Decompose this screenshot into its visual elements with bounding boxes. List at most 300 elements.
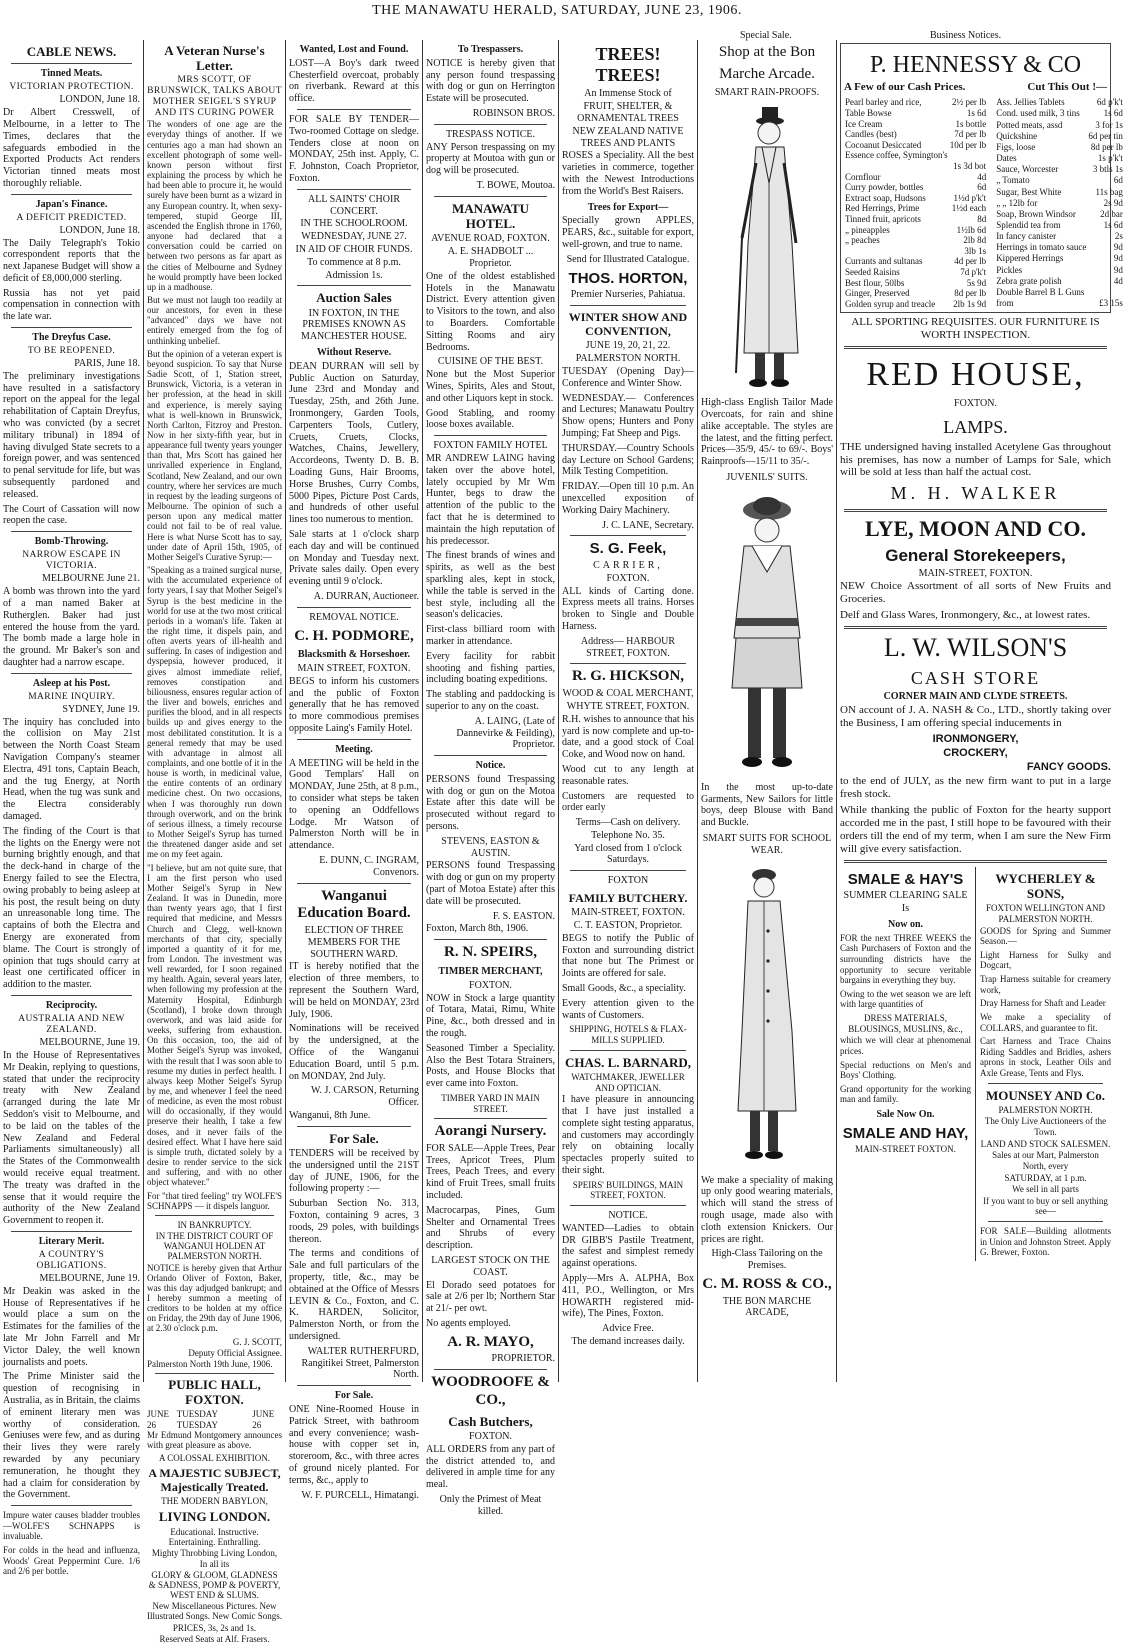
price-row [844, 140, 987, 151]
feek-body: ALL kinds of Carting done. Express meets all trains. Horses broken to Single and Double Harness. [562, 585, 694, 633]
signature: ROBINSON BROS. [472, 107, 555, 119]
ross-name: C. M. ROSS & CO., [702, 1275, 832, 1292]
hickson-terms: Terms—Cash on delivery. [575, 817, 681, 829]
hotel-address: AVENUE ROAD, FOXTON. [431, 233, 550, 245]
mounsey-line: If you want to buy or sell anything see— [983, 1195, 1108, 1217]
price-value [1087, 287, 1124, 298]
price-row [995, 253, 1124, 264]
exhibition-line: THE MODERN BABYLON, [161, 1496, 268, 1507]
price-row [844, 278, 987, 289]
notice-date: Foxton, March 8th, 1906. [426, 923, 529, 935]
article-subtitle: MARINE INQUIRY. [28, 691, 115, 702]
price-row [995, 298, 1124, 309]
price-lists [844, 97, 1123, 309]
notices-column-3 [286, 40, 422, 1501]
price-item: from [996, 298, 1014, 309]
nursery-body: FOR SALE—Apple Trees, Pear Trees, Apricot Trees, Plum Trees, Peach Trees, and every kind of Fruit Trees, small fruits included. [426, 1142, 555, 1201]
mayo-title: PROPRIETOR. [491, 1353, 555, 1365]
article-body: In the House of Representatives Mr Deakin, replying to questions, stated that under the reciprocity treaty with New Zealand (arranged during the late Mr Seddon's visit to Melbourne, and to be laid on the tables of the New Zealand and Federal Parliaments simultaneously) all the States of the Commonwealth would receive equal treatment. The treaty was drafted in the sense that it would require the authority of the New Zealand Government to reopen it. [3, 1049, 140, 1227]
cash-store-heading: CASH STORE [910, 668, 1041, 689]
hickson-body: R.H. wishes to announce that his yard is now complete and up-to-date, and a good stock of Coal Coke, and Wood now on hand. [562, 713, 694, 761]
signature: W. J. CARSON, Returning Officer. [311, 1085, 419, 1109]
barnard-address: SPEIRS' BUILDINGS, MAIN STREET, FOXTON. [572, 1179, 684, 1201]
education-board-heading: Wanganui Education Board. [297, 887, 411, 922]
price-row [844, 267, 987, 278]
boy-in-sailor-suit-illustration [722, 488, 812, 778]
price-item: Seeded Raisins [845, 267, 900, 278]
price-item: Cond. used milk, 3 tins [996, 108, 1080, 119]
hickson-name: R. G. HICKSON, [571, 668, 685, 685]
education-board-sub: ELECTION OF THREE MEMBERS FOR THE SOUTHERN WARD. [304, 925, 404, 960]
price-value: 1s p'k't [1097, 153, 1123, 164]
price-item: Extract soap, Hudsons [845, 192, 926, 203]
article-body: The finding of the Court is that the lights on the Energy were not burning brightly enough, and that the deck-hand in charge of the Energy failed to see the Electra, owing probably to being asleep at his post, the result being on duty an unreasonable long time. The captains of both the Electra and Energy are exonerated from blame. The Court is strongly of opinion that tugs should carry at least one certificated officer in addition to the master. [3, 825, 140, 991]
price-value: 4d [977, 171, 987, 182]
trees-body: ROSES a Speciality. All the best varieties in commerce, together with the Newest Introductions from the World's Best Raisers. [562, 150, 694, 197]
price-row [995, 164, 1124, 175]
price-value: 10d per lb [949, 139, 987, 150]
price-row [995, 220, 1124, 231]
price-value: 2lb 8d [963, 235, 987, 246]
price-value: 3lb 1s [964, 245, 987, 256]
trees-line: An Immense Stock of [584, 88, 672, 100]
school-suits-body: We make a speciality of making up only good wearing materials, which will stand the stress of rough usage, made also with cloth extension Knickers. Our prices are right. [701, 1174, 833, 1245]
price-item [844, 246, 949, 257]
rain-proofs-heading: SMART RAIN-PROOFS. [714, 87, 820, 99]
exhibition-line: Mighty Throbbing Living London, In all its [151, 1548, 278, 1569]
price-item: Ginger, Preserved [845, 288, 910, 299]
hickson-trade: WOOD & COAL MERCHANT, [562, 688, 694, 700]
price-item: Potted meats, assd [996, 119, 1063, 130]
butchery-body: BEGS to notify the Public of Foxton and surrounding district that none but The Primest or Joints are offered for sale. [562, 932, 694, 980]
special-sale-label: Special Sale. [740, 30, 792, 41]
price-row [844, 288, 987, 299]
smale-hay-body: Owing to the wet season we are left with large quantities of [840, 988, 972, 1010]
butchery-proprietor: C. T. EASTON, Proprietor. [573, 920, 683, 932]
butchery-heading: FAMILY BUTCHERY. [568, 891, 688, 906]
smale-hay-name: SMALE & HAY'S [847, 870, 964, 888]
article-body: Dr Albert Cresswell, of Melbourne, in a letter to The Times, declares that the safeguards embodied in the Exported Products Act renders Victorian tinned meats most thoroughly reliable. [3, 107, 140, 189]
trees-export-heading: Trees for Export— [587, 201, 669, 213]
section-heading: Wanted, Lost and Found. [299, 44, 409, 55]
lye-moon-address: MAIN-STREET, FOXTON. [918, 567, 1033, 579]
price-row [995, 287, 1124, 298]
signature: STEVENS, EASTON & AUSTIN. [441, 835, 540, 859]
price-item: Zebra grate polish [996, 275, 1062, 286]
hennessy-name: P. HENNESSY & CO [869, 52, 1082, 78]
article-body: Russia has not yet paid compensation in connection with the late war. [3, 287, 140, 323]
auction-heading-2: Without Reserve. [316, 347, 392, 359]
notice-body: Apply—Mrs A. ALPHA, Box 411, P.O., Wellington, or Mrs HOWARTH registered mid-wife), The Pines, Foxton. [562, 1272, 694, 1320]
podmore-body: BEGS to inform his customers and the public of Foxton generally that he has removed to more commodious premises opposite Laing's Family Hotel. [289, 675, 419, 735]
price-value: 2d bar [1100, 208, 1123, 219]
price-value: 9d [1113, 242, 1123, 253]
notice-heading: NOTICE. [608, 1209, 648, 1221]
lye-moon-body: Delf and Glass Wares, Ironmongery, &c., at lowest rates. [840, 609, 1091, 622]
price-item: Kippered Herrings [996, 253, 1064, 264]
trespass-heading: TRESPASS NOTICE. [445, 128, 536, 140]
for-sale-body: Suburban Section No. 313, Foxton, containing 9 acres, 3 roods, 29 poles, with buildings thereon. [289, 1198, 419, 1245]
sale-now-on-line: Sale Now On. [876, 1108, 935, 1120]
hickson-hours: Yard closed from 1 o'clock Saturdays. [574, 842, 682, 866]
dateline: MELBOURNE, June 19. [39, 1273, 140, 1285]
price-item: Essence coffee, Symington's [845, 150, 948, 161]
for-sale-heading: For Sale. [329, 1130, 379, 1146]
wilson-body: ON account of J. A. NASH & Co., LTD., shortly taking over the Business, I am offering special inducements in [840, 704, 1111, 730]
price-item: Double Barrel B L Guns [996, 286, 1085, 297]
juvenile-suits-body: In the most up-to-date Garments, New Sailors for little boys, deep Blouse with Band and Buckle. [701, 781, 833, 829]
hickson-body: Customers are requested to order early [562, 790, 694, 814]
trees-body: Specially grown APPLES, PEARS, &c., suitable for export, well-grown, and true to name. [562, 215, 694, 251]
article-body: The wonders of one age are the everyday things of another. If we centuries ago a man had shown an excellent photograph of some well-known person without first explaining the process by which he had been able to procure it, he would surely have been burnt as a wizard in any European country. It, when sexy-tempered, stupid George III, ascended the English throne in 1760, anyone had declared that a conversation could be carried on between two persons as far apart as the cities of Melbourne and Sydney he would promptly have been locked up in a madhouse. [147, 119, 282, 292]
exhibition-line: Educational. Instructive. Entertaining. Enthralling. [168, 1527, 261, 1548]
schnapps-notice: Impure water causes bladder troubles —WOLFE'S SCHNAPPS is invaluable. [3, 1510, 140, 1542]
article-subtitle: NARROW ESCAPE IN VICTORIA. [22, 550, 121, 572]
price-item: Sugar, Best White [996, 186, 1062, 197]
notice-line: The demand increases daily. [571, 1335, 685, 1347]
smale-hay-advert [840, 867, 971, 1261]
article-body: The Court of Cassation will now reopen the case. [3, 503, 140, 527]
mounsey-name: MOUNSEY AND Co. [985, 1087, 1106, 1103]
hennessy-subheading [844, 81, 1107, 94]
price-row [844, 97, 987, 108]
wycherley-body: Light Harness for Sulky and Dogcart, [980, 949, 1112, 971]
exhibition-line: GLORY & GLOOM, GLADNESS & SADNESS, POMP & POVERTY, WEST END & SLUMS. [148, 1569, 281, 1601]
hickson-body: Wood cut to any length at reasonable rates. [562, 763, 694, 787]
price-value: 1s 3d bot [953, 160, 987, 171]
price-item: Soap, Brown Windsor [996, 208, 1076, 219]
hotel-cuisine: CUISINE OF THE BEST. [437, 356, 544, 368]
price-row [995, 175, 1124, 186]
price-row [995, 108, 1124, 119]
price-value: 2s [1114, 231, 1123, 242]
wycherley-body: Dray Harness for Shaft and Leader [980, 998, 1106, 1009]
horton-address: Premier Nurseries, Pahiatua. [570, 289, 686, 301]
family-hotel-body: The finest brands of wines and spirits, as well as the best sparkling ales, kept in stock, while the table is served in the best style, including all the season's delicacies. [426, 550, 555, 621]
price-row [844, 225, 987, 236]
article-body: The Prime Minister said the question of recognising in Australia, as in Britain, the claims of eminent literary men was worthy of consideration. Geniuses were few, and as during their lives they were rarely rewarded by any pecuniary remuneration, he thought they had a claim for consideration by the Government. [3, 1371, 140, 1501]
nursery-stock-line: LARGEST STOCK ON THE COAST. [431, 1254, 550, 1278]
dateline: SYDNEY, June 19. [62, 703, 140, 715]
speirs-trade: TIMBER MERCHANT, [438, 965, 543, 977]
choir-title: ALL SAINTS' CHOIR CONCERT. [308, 193, 400, 217]
price-row [995, 265, 1124, 276]
price-item: Ass. Jellies Tablets [996, 97, 1065, 108]
manawatu-hotel-heading: MANAWATU HOTEL. [451, 200, 530, 232]
price-value: 2lb 1s 9d [953, 298, 987, 309]
article-body: Mr Deakin was asked in the House of Representatives if he would place a sum on the Estimates for the families of the late Mr John Farrell and Mr Victor Daley, the well known journalists and poets. [3, 1285, 140, 1368]
notice-line: Advice Free. [602, 1323, 654, 1335]
dateline: LONDON, June 18. [59, 94, 140, 106]
butchery-body: Small Goods, &c., a speciality. [562, 983, 686, 995]
price-value: 9d [1113, 253, 1123, 264]
bon-marche-heading: Shop at the Bon [718, 44, 816, 60]
date-left: JUNE 26 [147, 1409, 169, 1430]
woodroofe-name: WOODROOFE & CO., [431, 1374, 550, 1408]
signature-title: Deputy Official Assignee. [188, 1347, 282, 1358]
notices-column-5 [559, 40, 697, 1382]
price-item: In fancy canister [996, 231, 1057, 242]
signature: W. F. PURCELL, Himatangi. [301, 1489, 419, 1501]
price-row [995, 209, 1124, 220]
bankruptcy-body: NOTICE is hereby given that Arthur Orlando Oliver of Foxton, Baker, was this day adjudged bankrupt; and I hereby summon a meeting of creditors to be holden at my office on Friday, the 29th day of June 1906, at 2.30 o'clock p.m. [147, 1262, 282, 1334]
price-value: 7d p'k't [960, 267, 987, 278]
price-value: 2½ per lb [951, 97, 987, 108]
date-right: JUNE 26 [252, 1409, 275, 1430]
price-item: Cornflour [845, 171, 881, 182]
price-row [995, 242, 1124, 253]
butchery-line: FOXTON [607, 875, 649, 887]
fancy-goods-line: FANCY GOODS. [1026, 760, 1111, 773]
price-item: Herrings in tomato sauce [996, 242, 1087, 253]
feek-town: FOXTON. [606, 572, 650, 584]
boy-in-overcoat-illustration [722, 861, 812, 1171]
family-hotel-heading: FOXTON FAMILY HOTEL [433, 440, 548, 452]
meeting-heading: Meeting. [335, 743, 373, 755]
bon-marche-heading-2: Marche Arcade. [719, 65, 815, 82]
article-subtitle: MRS SCOTT, OF BRUNSWICK, TALKS ABOUT MOTHER SEIGEL'S SYRUP AND ITS CURING POWER [147, 75, 282, 118]
winter-show-day: TUESDAY (Opening Day)—Conference and Winter Show. [562, 366, 694, 389]
notice-body: WANTED—Ladies to obtain DR GIBB'S Pastile Treatment, the safest and simplest remedy against operations. [562, 1222, 694, 1270]
dateline: LONDON, June 18. [59, 224, 140, 236]
divider [975, 867, 976, 1261]
price-row [995, 142, 1124, 153]
article-title: A Veteran Nurse's Letter. [164, 43, 265, 73]
wycherley-body: We make a speciality of COLLARS, and guarantee to fit. [980, 1011, 1112, 1033]
wilson-body: While thanking the public of Foxton for the hearty support accorded me in the past, I still hope to be favoured with their orders till the end of my term, when I am sure the New Firm will give every satisfaction. [840, 803, 1111, 855]
price-row [995, 153, 1124, 164]
bottom-adverts [840, 867, 1111, 1261]
notice-date: Palmerston North 19th June, 1906. [147, 1358, 273, 1369]
speirs-body: NOW in Stock a large quantity of Totara, Matai, Rimu, White Pine, &c., both dressed and in the rough. [426, 992, 555, 1039]
bankruptcy-subheading: IN THE DISTRICT COURT OF WANGANUI HOLDEN AT PALMERSTON NORTH. [155, 1231, 274, 1262]
price-row [844, 299, 987, 310]
education-board-body: IT is hereby notified that the election of three members, to represent the Southern Ward, will be held on MONDAY, 23rd July, 1906. [289, 961, 419, 1020]
cable-news-heading: CABLE NEWS. [26, 44, 117, 59]
article-body: But we must not laugh too readily at our ancestors, for even in these "advanced" days we have not entirely emerged from the fog of unthinking unbelief. [147, 294, 282, 346]
feek-trade: CARRIER, [593, 560, 663, 572]
price-row [844, 108, 987, 119]
article-body: The Daily Telegraph's Tokio correspondent reports that the next Japanese Budget will show a deficit of £8,000,000 sterling. [3, 237, 140, 284]
price-item: „ Tomato [996, 175, 1030, 186]
wycherley-name: WYCHERLEY & SONS, [995, 870, 1096, 902]
bon-marche-column [698, 40, 836, 1382]
for-sale-body: The terms and conditions of Sale and full particulars of the property, title, &c., may be obtained at the Office of Messrs LEVIN & Co., Foxton, and C. K. HARDEN, Solicitor, Palmerston North, or from the undersigned. [289, 1248, 419, 1343]
for-sale-body: TENDERS will be received by the undersigned until the 21ST day of JUNE, 1906, for the following property :— [289, 1148, 419, 1195]
price-item: Red Herrings, Prime [845, 203, 920, 214]
sporting-requisites-line: ALL SPORTING REQUISITES. OUR FURNITURE IS WORTH INSPECTION. [851, 316, 1100, 342]
wilson-name: L. W. WILSON'S [883, 633, 1068, 663]
price-item: Curry powder, bottles [845, 182, 924, 193]
price-item: Cocoanut Desiccated [845, 139, 922, 150]
mounsey-line: LAND AND STOCK SALESMEN. [980, 1138, 1111, 1149]
article-body: "Speaking as a trained surgical nurse, with the accumulated experience of forty years, I say that Mother Seigel's Syrup is the best medicine in the world for use at the two most critical periods in a woman's life. Taken at the right time, it dispels pain, and often averts years of ill-health and suffering. In cases of indigestion and dyspepsia, however produced, it gives almost immediate relief, removes constipation and biliousness, ensures regular action of the liver and bowels, enriches and purifies the blood, and in all respects builds up and gives energy to the most debilitated constitution. It is a general remedy that may be used with advantage in almost all complaints, and one bottle of it in the house is worth, in medicinal value, the entire contents of an ordinary medicine chest. On two occasions, when I was thoroughly run down through overwork, and on the brink of serious illness, a timely recourse to Mother Seigel's Syrup has turned the threatened danger aside and set me on my feet again. [147, 565, 282, 860]
price-value [949, 150, 988, 161]
price-value: £3 15s [1099, 298, 1123, 309]
notice-body: PERSONS found Trespassing with dog or gun on my property (part of Motoa Estate) after this date will be prosecuted. [426, 860, 555, 907]
article-title: Reciprocity. [45, 999, 98, 1011]
public-hall-heading: PUBLIC HALL, FOXTON. [168, 1377, 261, 1407]
nursery-body: Macrocarpas, Pines, Gum Shelter and Ornamental Trees and Shrubs of every description. [426, 1204, 555, 1252]
price-value: 3 btls 1s [1092, 164, 1123, 175]
butchery-body: Every attention given to the wants of Customers. [562, 997, 694, 1021]
price-row [844, 214, 987, 225]
business-notices-label: Business Notices. [930, 30, 1002, 41]
choir-line: To commence at 8 p.m. [307, 256, 401, 268]
price-row [844, 172, 987, 183]
signature: A. LAING, (Late of Dannevirke & Feilding), Proprietor. [456, 715, 555, 751]
price-list-left [844, 97, 987, 309]
living-london-title: LIVING LONDON. [158, 1509, 271, 1525]
price-row [844, 193, 987, 204]
smale-hay-body: Grand opportunity for the working man and family. [840, 1083, 972, 1105]
hotel-proprietor: A. E. SHADBOLT ... Proprietor. [447, 246, 534, 270]
article-body: The inquiry has concluded into the collision on May 21st between the North Coast Steam Navigation Company's steamer Electra, 491 tons, Captain Beach, and the tug Energy, at North Head, when the tug was sunk and the Electra considerably damaged. [3, 716, 140, 822]
ross-address: THE BON MARCHE ARCADE, [722, 1295, 812, 1319]
trespassers-body: NOTICE is hereby given that any person found trespassing with dog or gun on Herrington Estate will be prosecuted. [426, 57, 555, 105]
tailoring-line: High-Class Tailoring on the Premises. [711, 1248, 823, 1272]
hennessy-advert [840, 43, 1123, 313]
trespass-body: ANY Person trespassing on my property at Moutoa with gun or dog will be prosecuted. [426, 141, 555, 177]
notices-column-4 [423, 40, 558, 1517]
nursery-body: El Dorado seed potatoes for sale at 2/6 per lb; Northern Star at 21/- per owt. [426, 1279, 555, 1315]
article-body: But the opinion of a veteran expert is beyond suspicion. To say that Nurse Sadie Scott, of 1, Station street, Brunswick, Victoria, is a veteran in her profession, at the head in skill and experience, is merely saying what is well-known in Brunswick, North Carlton, Fitzroy and Preston. Now in her sixty-fifth year, but in appearance full twenty years younger than that, Mrs Scott has gained her unrivalled experience in England, Scotland, New Zealand, and our own country, where her services are much in request by the leading surgeons of Melbourne. The opinion of such a person upon any medical matter could not fail to be of real value. Here is what Nurse Scott has to say, under date of April 15th, 1905, of Mother Seigel's Curative Syrup:— [147, 348, 282, 562]
wycherley-advert [980, 867, 1111, 1261]
mayo-name: A. R. MAYO, [447, 1333, 534, 1350]
hickson-telephone: Telephone No. 35. [591, 829, 665, 841]
rain-proofs-body: High-class English Tailor Made Overcoats, for rain and shine alike acceptable. The styles are the latest, and the fitting perfect. Prices—35/9, 45/- to 69/-. Boys' Rainproofs—15/11 to 35/-. [701, 397, 833, 468]
walker-name: M. H. WALKER [890, 483, 1061, 504]
lye-moon-body: NEW Choice Assortment of all sorts of New Fruits and Groceries. [840, 580, 1111, 606]
for-sale-heading: For Sale. [334, 1390, 374, 1402]
price-value: 1s 6d [966, 107, 987, 118]
price-row [995, 198, 1124, 209]
date-center: TUESDAY TUESDAY [176, 1409, 218, 1430]
podmore-address: MAIN STREET, FOXTON. [297, 663, 411, 675]
red-house-town: FOXTON. [954, 397, 997, 409]
woodroofe-town: FOXTON. [469, 1430, 512, 1442]
notice-body: PERSONS found Trespassing with dog or gun on the Motoa Estate after this date will be prosecuted without regard to persons. [426, 773, 555, 833]
wycherley-body: Trap Harness suitable for creamery work, [980, 974, 1112, 995]
price-item: „ „ 12lb for [996, 197, 1038, 208]
price-item: Dates [996, 153, 1017, 164]
clearing-sale-line: SUMMER CLEARING SALE [843, 890, 968, 902]
price-value: 1s bottle [955, 118, 987, 129]
price-item: Table Bowse [845, 107, 892, 118]
masthead [0, 0, 1114, 30]
winter-show-dates: JUNE 19, 20, 21, 22. [585, 340, 671, 352]
wycherley-address: FOXTON WELLINGTON AND PALMERSTON NORTH. [986, 903, 1105, 925]
lost-notice: LOST—A Boy's dark tweed Chesterfield overcoat, probably on riverbank. Reward at this office. [289, 57, 419, 105]
price-item: Tinned fruit, apricots [845, 213, 921, 224]
podmore-name: C. H. PODMORE, [294, 627, 414, 644]
family-hotel-body: First-class billiard room with marker in attendance. [426, 624, 555, 647]
article-subtitle: TO BE REOPENED. [27, 345, 116, 356]
butchery-address: MAIN-STREET, FOXTON. [571, 907, 685, 919]
family-hotel-body: Every facility for rabbit shooting and fishing parties, including boating expeditions. [426, 650, 555, 686]
announcement-body: Mr Edmund Montgomery announces with great pleasure as above. [147, 1429, 282, 1450]
date-row [147, 1409, 282, 1429]
article-title: Tinned Meats. [40, 68, 103, 80]
for-sale-body: FOR SALE—Building allotments in Union and Johnston Street. Apply G. Brewer, Foxton. [980, 1225, 1112, 1258]
man-in-overcoat-illustration [722, 103, 812, 393]
lamps-body: THE undersigned having installed Acetylene Gas throughout his premises, has now a number of Lamps for Sale, which will be sold at less than half the actual cost. [840, 440, 1111, 479]
bankruptcy-heading: IN BANKRUPTCY. [177, 1219, 252, 1230]
clearing-sale-is: Is [901, 903, 910, 915]
price-value: 8d per lb [954, 288, 987, 299]
signature: F. S. EASTON. [492, 910, 555, 922]
education-board-body: Nominations will be received by the undersigned, at the Office of the Wanganui Education Board, until 5 p.m. on MONDAY, 2nd July. [289, 1023, 419, 1082]
speirs-body: Seasoned Timber a Speciality. Also the Best Totara Strainers, Posts, and House Blocks that ever came into Foxton. [426, 1042, 555, 1090]
storekeepers-heading: General Storekeepers, [885, 545, 1066, 565]
trees-heading: TREES! TREES! [595, 44, 661, 86]
price-row [844, 246, 987, 257]
price-value: 6d per tin [1088, 130, 1123, 141]
signature: T. BOWE, Moutoa. [476, 179, 555, 191]
newspaper-title: THE MANAWATU HERALD, SATURDAY, JUNE 23, 1906. [372, 3, 742, 18]
price-value: 3 for 1s [1095, 119, 1123, 130]
speirs-town: FOXTON. [469, 979, 512, 991]
trees-line: FRUIT, SHELTER, & ORNAMENTAL TREES [577, 101, 679, 125]
price-item: Golden syrup and treacle [845, 298, 936, 309]
price-item: „ peaches [845, 235, 880, 246]
price-row [995, 131, 1124, 142]
cut-out-label: Cut This Out !— [1027, 81, 1107, 94]
price-row [844, 161, 987, 172]
barnard-body: I have pleasure in announcing that I have just installed a complete sight testing apparatus, and customers may accordingly rely on obtaining locally spectacles properly suited to their sight. [562, 1094, 694, 1176]
trespassers-heading: To Trespassers. [457, 44, 524, 55]
catalogue-line: Send for Illustrated Catalogue. [566, 253, 690, 265]
price-row [995, 276, 1124, 287]
prices-line: PRICES, 3s, 2s and 1s. [172, 1622, 257, 1633]
butchery-supplied: SHIPPING, HOTELS & FLAX-MILLS SUPPLIED. [569, 1024, 687, 1046]
choir-line: WEDNESDAY, JUNE 27. [301, 231, 407, 243]
article-title: Japan's Finance. [35, 198, 108, 210]
article-body: A bomb was thrown into the yard of a man named Baker at Rutherglen. Baker had just entered the house from the yard. The bomb made a large hole in the ground. Mr Baker's son and daughter had a narrow escape. [3, 586, 140, 669]
woodroofe-tagline: Only the Primest of Meat killed. [439, 1493, 542, 1517]
choir-line: Admission 1s. [325, 269, 383, 281]
horton-name: THOS. HORTON, [568, 269, 688, 287]
price-value: 6d p'k't [1096, 97, 1123, 108]
price-item: Figs, loose [996, 141, 1036, 152]
ironmongery-line: IRONMONGERY, [932, 733, 1019, 746]
now-on-heading: Now on. [888, 919, 924, 931]
for-sale-notice: FOR SALE BY TENDER—Two-roomed Cottage on sledge. Tenders close at noon on MONDAY, 25th inst. Apply, C. F. Johnston, Coach Proprietor, Foxton. [289, 113, 419, 184]
smale-hay-address: MAIN-STREET FOXTON. [855, 1144, 956, 1155]
winter-show-day: THURSDAY.—Country Schools day Lecture on School Gardens; Milk Testing Competition. [562, 442, 694, 478]
hotel-body: Good Stabling, and roomy loose boxes available. [426, 407, 555, 431]
price-row [844, 256, 987, 267]
peppermint-notice: For colds in the head and influenza, Woods' Great Peppermint Cure. 1/6 and 2/6 per bottle. [3, 1545, 140, 1577]
price-row [844, 119, 987, 130]
price-row [995, 231, 1124, 242]
feek-address: Address— HARBOUR STREET, FOXTON. [580, 635, 676, 659]
winter-show-day: WEDNESDAY.— Conferences and Lectures; Manawatu Poultry Show opens; Hunters and Pony Jumping; Fat Sheep and Pigs. [562, 392, 694, 439]
price-list-right [995, 97, 1124, 309]
price-item: Candles (best) [845, 129, 897, 140]
lye-moon-name: LYE, MOON AND CO. [864, 515, 1087, 541]
article-title: The Dreyfus Case. [32, 332, 111, 344]
smale-hay-body: Special reductions on Men's and Boys' Clothing. [840, 1059, 972, 1081]
price-value: 1½d p'k't [953, 192, 987, 203]
notice-heading: Notice. [475, 760, 506, 772]
wycherley-body: Cart Harness and Trace Chains Riding Saddles and Bridles, ashers aprons in stock, Leather Oils and Axle Grease, Tents and Flys. [980, 1036, 1112, 1078]
mounsey-town: PALMERSTON NORTH. [998, 1104, 1093, 1115]
podmore-trade: Blacksmith & Horseshoer. [297, 649, 411, 661]
wilson-body: to the end of JULY, as the new firm want to put in a large fresh stock. [840, 774, 1111, 800]
article-title: Literary Merit. [38, 1235, 105, 1247]
price-item [844, 161, 949, 172]
